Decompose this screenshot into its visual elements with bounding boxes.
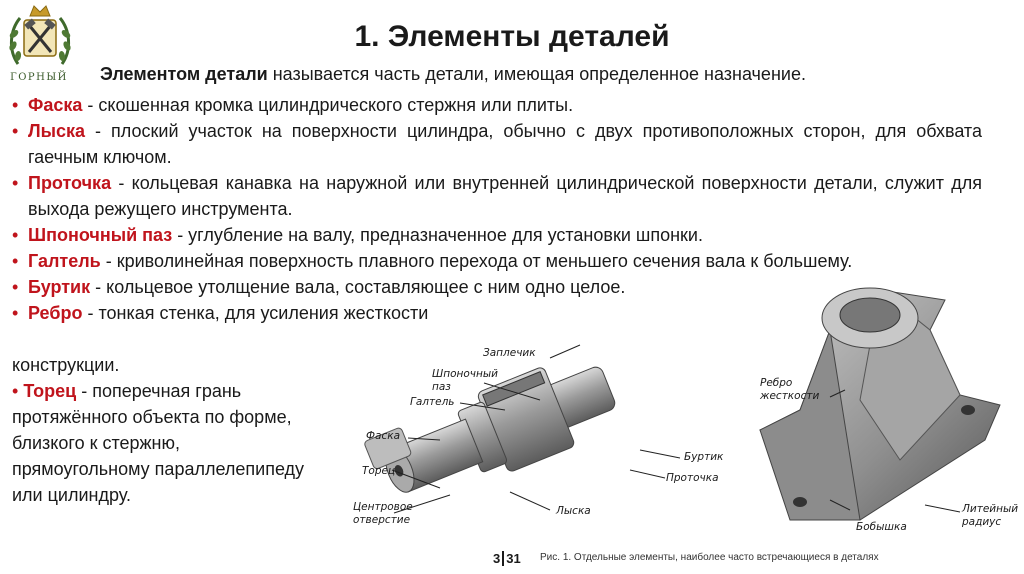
label-radius: радиус (962, 516, 1002, 528)
label-rebro: Ребро (760, 377, 793, 389)
page-title: 1. Элементы деталей (354, 20, 670, 53)
list-item-burtik: • Буртик - кольцевое утолщение вала, составляющее с ним одно целое. (12, 277, 626, 297)
term-galtel: Галтель (28, 251, 101, 271)
label-otverstie: отверстие (353, 514, 411, 526)
term-torec: Торец (23, 381, 77, 401)
term-shponochny-paz: Шпоночный паз (28, 225, 173, 245)
label-zhestkosti: жесткости (760, 390, 820, 402)
term-lyska: Лыска (28, 121, 86, 141)
intro-term: Элементом детали (100, 64, 268, 84)
term-faska: Фаска (28, 95, 83, 115)
label-bobyshka: Бобышка (856, 521, 907, 533)
intro-definition: называется часть детали, имеющая определенное назначение. (267, 64, 806, 84)
label-galtel: Галтель (410, 396, 455, 408)
torec-line-3: прямоугольному параллелепипеду (12, 459, 305, 479)
torec-line-2: близкого к стержню, (12, 433, 181, 453)
term-protochka: Проточка (28, 173, 112, 193)
label-faska: Фаска (366, 430, 401, 442)
label-protochka: Проточка (666, 472, 719, 484)
list-item-rebro: • Ребро - тонкая стенка, для усиления жесткости (12, 303, 429, 323)
torec-line-1: протяжённого объекта по форме, (12, 407, 292, 427)
label-paz: паз (432, 381, 451, 393)
label-centrovoe: Центровое (353, 501, 413, 513)
torec-line-4: или цилиндру. (12, 485, 131, 505)
term-burtik: Буртик (28, 277, 91, 297)
label-burtik: Буртик (684, 451, 724, 463)
page-number: 3 31 (493, 551, 521, 566)
list-item-galtel: • Галтель - криволинейная поверхность плавного перехода от меньшего сечения вала к большему. (12, 251, 853, 271)
label-torec: Торец (362, 465, 396, 477)
rebro-continuation: конструкции. (12, 355, 120, 375)
label-shponochny: Шпоночный (432, 368, 498, 380)
list-item-protochka: • Проточка - кольцевая канавка на наружной или внутренней цилиндрической поверхности детали, служит для выхода режущего инструмента. (12, 173, 982, 219)
list-item-faska: • Фаска - скошенная кромка цилиндрического стержня или плиты. (12, 95, 574, 115)
list-item-shponochny-paz: • Шпоночный паз - углубление на валу, предназначенное для установки шпонки. (12, 225, 703, 245)
label-lyska: Лыска (556, 505, 591, 517)
logo-text: ГОРНЫЙ (10, 72, 68, 83)
label-liteyny: Литейный (962, 503, 1019, 515)
label-zaplechik: Заплечик (483, 347, 536, 359)
list-item-lyska: • Лыска - плоский участок на поверхности цилиндра, обычно с двух противоположных сторон, для обхвата гаечным ключом. (12, 121, 982, 167)
bracket-drawing (760, 288, 1000, 520)
term-rebro: Ребро (28, 303, 83, 323)
list-item-torec: • Торец - поперечная грань (12, 381, 242, 401)
figure-caption: Рис. 1. Отдельные элементы, наиболее часто встречающиеся в деталях (540, 552, 879, 563)
